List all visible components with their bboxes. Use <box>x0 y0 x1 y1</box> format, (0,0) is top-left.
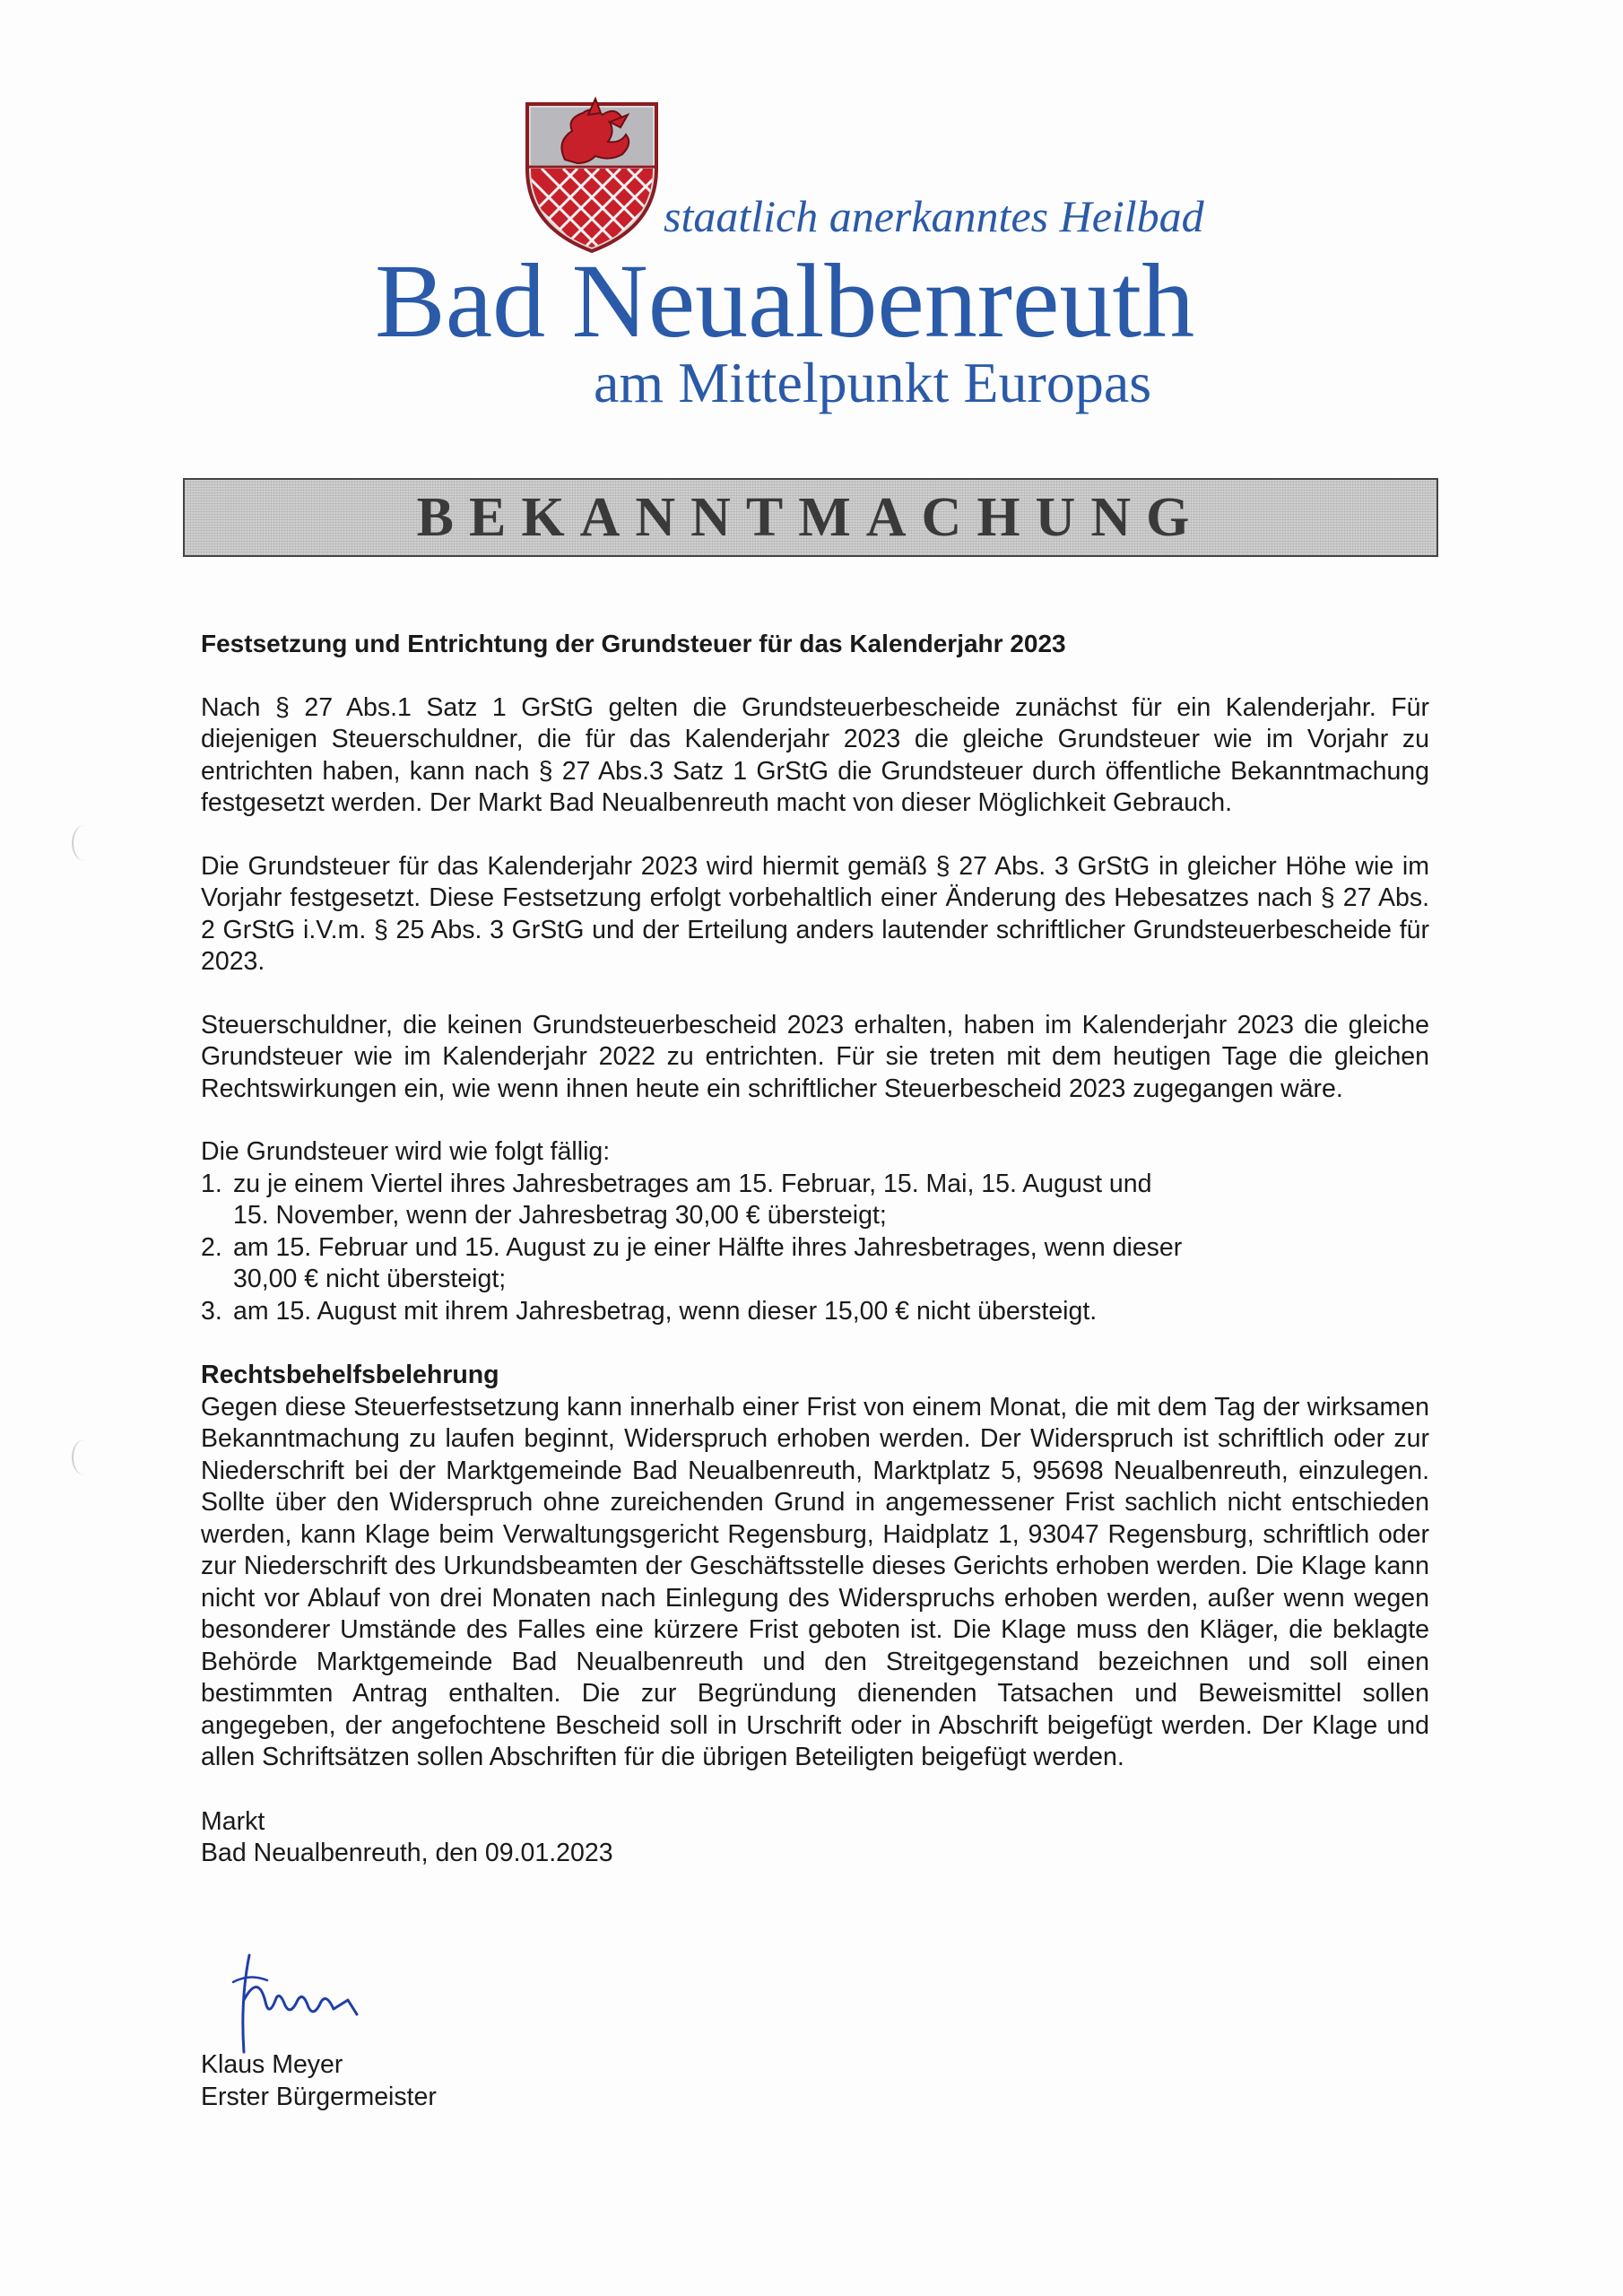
due-dates-intro: Die Grundsteuer wird wie folgt fällig: <box>201 1137 611 1166</box>
notice-heading: Festsetzung und Entrichtung der Grundsteuer für das Kalenderjahr 2023 <box>201 630 1066 657</box>
handwritten-signature <box>213 1946 393 2063</box>
due-dates-list <box>201 1169 1429 1328</box>
signer-name: Klaus Meyer <box>201 2050 343 2079</box>
list-item <box>201 1232 1184 1296</box>
letterhead-tagline: staatlich anerkanntes Heilbad <box>664 191 1204 241</box>
list-item-number: 2. <box>201 1232 222 1262</box>
notice-paragraph: Die Grundsteuer für das Kalenderjahr 2023 wird hiermit gemäß § 27 Abs. 3 GrStG in gleicher Höhe wie im Vorjahr festgesetzt. Diese Festsetzung erfolgt vorbehaltlich einer Änderung des Hebesatzes nach § 27 Abs. 2 GrStG i.V.m. § 25 Abs. 3 GrStG und der Erteilung anders lautender schriftlicher Grundsteuerbescheide für 2023. <box>201 851 1429 976</box>
list-item-text: am 15. Februar und 15. August zu je einer Hälfte ihres Jahresbetrages, wenn dieser 30,00 € nicht übersteigt; <box>233 1232 1183 1293</box>
closing-place-date: Bad Neualbenreuth, den 09.01.2023 <box>201 1839 613 1867</box>
signer-block <box>201 2049 437 2113</box>
list-item-text: am 15. August mit ihrem Jahresbetrag, wenn dieser 15,00 € nicht übersteigt. <box>233 1296 1098 1326</box>
punch-hole-mark <box>72 1439 97 1475</box>
letterhead-town-name: Bad Neualbenreuth <box>375 242 1195 360</box>
legal-remedy-heading: Rechtsbehelfsbelehrung <box>201 1361 499 1389</box>
list-item-text: zu je einem Viertel ihres Jahresbetrages am 15. Februar, 15. Mai, 15. August und 15. November, wenn der Jahresbetrag 30,00 € übersteigt; <box>233 1169 1152 1230</box>
punch-hole-mark <box>72 825 97 861</box>
list-item <box>201 1296 1184 1328</box>
legal-remedy-text: Gegen diese Steuerfestsetzung kann innerhalb einer Frist von einem Monat, die mit dem Tag der wirksamen Bekanntmachung zu laufen beginnt, Widerspruch erhoben werden. Der Widerspruch ist schriftlich oder zur Niederschrift bei der Marktgemeinde Bad Neualbenreuth, Marktplatz 5, 95698 Neualbenreuth, einzulegen. Sollte über den Widerspruch ohne zureichenden Grund in angemessener Frist sachlich nicht entschieden werden, kann Klage beim Verwaltungsgericht Regensburg, Haidplatz 1, 93047 Regensburg, schriftlich oder zur Niederschrift des Urkundsbeamten der Geschäftsstelle dieses Gerichts erhoben werden. Die Klage kann nicht vor Ablauf von drei Monaten nach Einlegung des Widerspruchs erhoben werden, außer wenn wegen besonderer Umstände des Falles eine kürzere Frist geboten ist. Die Klage muss den Kläger, die beklagte Behörde Marktgemeinde Bad Neualbenreuth und den Streitgegenstand bezeichnen und soll einen bestimmten Antrag enthalten. Die zur Begründung dienenden Tatsachen und Beweismittel sollen angegeben, der angefochtene Bescheid soll in Urschrift oder in Abschrift beigefügt werden. Der Klage und allen Schriftsätzen sollen Abschriften für die übrigen Beteiligten beigefügt werden. <box>201 1392 1429 1771</box>
list-item <box>201 1169 1184 1232</box>
banner-title: BEKANNTMACHUNG <box>416 486 1205 548</box>
signer-title: Erster Bürgermeister <box>201 2082 437 2111</box>
notice-paragraph: Steuerschuldner, die keinen Grundsteuerbescheid 2023 erhalten, haben im Kalenderjahr 2023 die gleiche Grundsteuer wie im Kalenderjahr 2022 zu entrichten. Für sie treten mit dem heutigen Tage die gleichen Rechtswirkungen ein, wie wenn ihnen heute ein schriftlicher Steuerbescheid 2023 zugegangen wäre. <box>201 1010 1429 1103</box>
notice-body <box>201 628 1429 1870</box>
notice-paragraph: Nach § 27 Abs.1 Satz 1 GrStG gelten die Grundsteuerbescheide zunächst für ein Kalenderjahr. Für diejenigen Steuerschuldner, die für das Kalenderjahr 2023 die gleiche Grundsteuer wie im Vorjahr zu entrichten haben, kann nach § 27 Abs.3 Satz 1 GrStG die Grundsteuer durch öffentliche Bekanntmachung festgesetzt werden. Der Markt Bad Neualbenreuth macht von dieser Möglichkeit Gebrauch. <box>201 692 1429 817</box>
announcement-banner <box>183 478 1438 557</box>
list-item-number: 3. <box>201 1296 222 1326</box>
letterhead-town-subtitle: am Mittelpunkt Europas <box>594 351 1152 414</box>
coat-of-arms-dragon-icon <box>502 79 681 258</box>
closing-line-1: Markt <box>201 1806 265 1836</box>
closing-block <box>201 1806 1429 1870</box>
list-item-number: 1. <box>201 1169 222 1198</box>
